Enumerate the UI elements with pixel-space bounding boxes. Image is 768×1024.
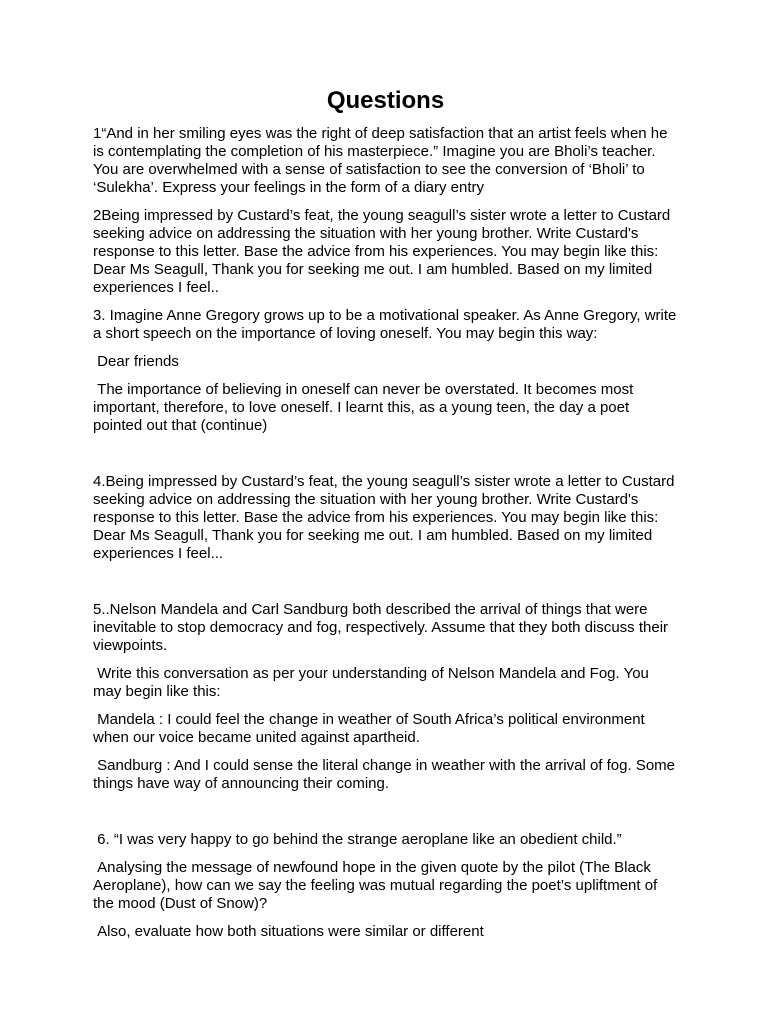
question-5: 5..Nelson Mandela and Carl Sandburg both described the arrival of things that were inevitable to stop democracy and fog, respectively. Assume that they both discuss their viewpoints. <box>93 601 673 654</box>
question-6-evaluate: Also, evaluate how both situations were similar or different <box>93 923 484 940</box>
question-1: 1“And in her smiling eyes was the right of deep satisfaction that an artist feels when he is contemplating the completion of his masterpiece.” Imagine you are Bholi’s teacher. You are overwhelmed with a sense of satisfaction to see the conversion of ‘Bholi’ to ‘Sulekha’. Express your feelings in the form of a diary entry <box>93 125 672 196</box>
question-5-sandburg-line: Sandburg : And I could sense the literal change in weather with the arrival of fog. Some things have way of announcing their coming. <box>93 757 680 792</box>
question-6: 6. “I was very happy to go behind the strange aeroplane like an obedient child.” <box>93 831 622 848</box>
question-5-mandela-line: Mandela : I could feel the change in weather of South Africa’s political environment when our voice became united against apartheid. <box>93 711 649 746</box>
question-3: 3. Imagine Anne Gregory grows up to be a motivational speaker. As Anne Gregory, write a short speech on the importance of loving oneself. You may begin this way: <box>93 307 681 342</box>
document-page <box>93 84 681 951</box>
spacer <box>93 803 678 831</box>
question-4: 4.Being impressed by Custard’s feat, the young seagull’s sister wrote a letter to Custard seeking advice on addressing the situation with her young brother. Write Custard's response to this letter. Base the advice from his experiences. You may begin like this: Dear Ms Seagull, Thank you for seeking me out. I am humbled. Based on my limited experiences I feel... <box>93 473 679 562</box>
page-title: Questions <box>326 87 445 114</box>
question-5-instruction: Write this conversation as per your understanding of Nelson Mandela and Fog. You may begin like this: <box>93 665 654 700</box>
question-3-opening: The importance of believing in oneself can never be overstated. It becomes most important, therefore, to love oneself. I learnt this, as a young teen, the day a poet pointed out that (continue) <box>93 381 638 434</box>
question-2: 2Being impressed by Custard’s feat, the young seagull’s sister wrote a letter to Custard seeking advice on addressing the situation with her young brother. Write Custard's response to this letter. Base the advice from his experiences. You may begin like this: Dear Ms Seagull, Thank you for seeking me out. I am humbled. Based on my limited experiences I feel.. <box>93 207 675 296</box>
spacer <box>93 445 678 473</box>
question-6-analysis: Analysing the message of newfound hope in the given quote by the pilot (The Black Aeroplane), how can we say the feeling was mutual regarding the poet’s upliftment of the mood (Dust of Snow)? <box>93 859 662 912</box>
spacer <box>93 573 678 601</box>
question-3-salutation: Dear friends <box>93 353 179 370</box>
